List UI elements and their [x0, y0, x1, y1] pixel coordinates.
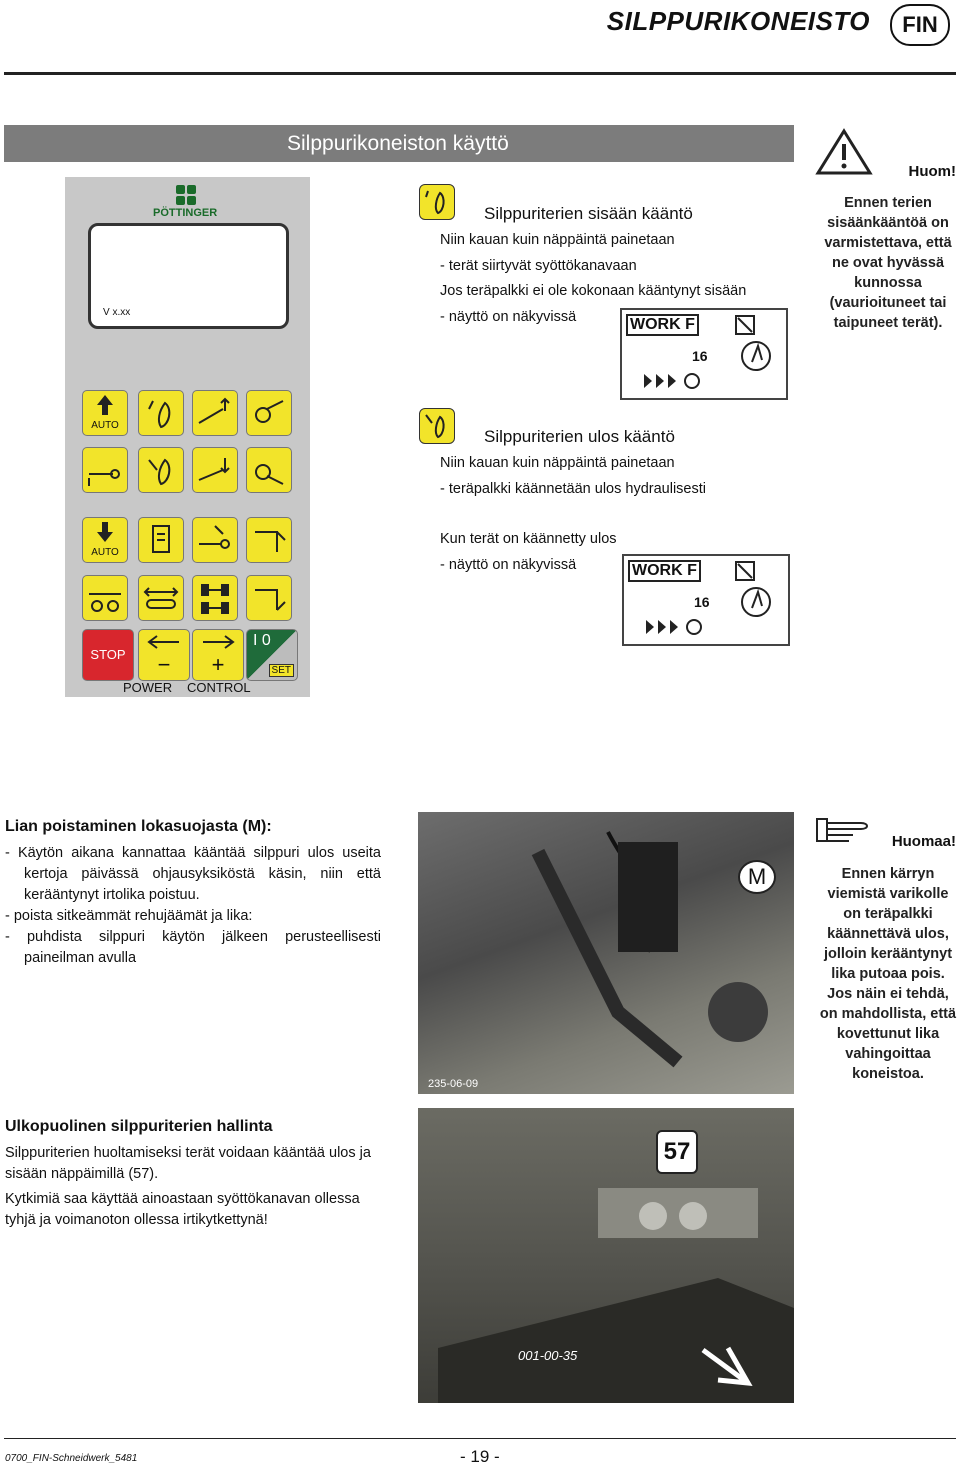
- knife-in-icon: [139, 391, 183, 435]
- tailgate-icon: [247, 518, 291, 562]
- sisaan-line: Jos teräpalkki ei ole kokonaan kääntynyt sisään: [440, 283, 747, 299]
- sisaan-line: - terät siirtyvät syöttökanavaan: [440, 257, 637, 274]
- photo-code: 235-06-09: [428, 1078, 479, 1090]
- arrow-up-icon: [83, 391, 127, 419]
- plus-button[interactable]: [192, 629, 244, 681]
- auto-up-key[interactable]: [82, 390, 128, 436]
- axle-key[interactable]: [192, 575, 238, 621]
- ulos-line: Niin kauan kuin näppäintä painetaan: [440, 455, 675, 471]
- work-indicator: WORK F: [626, 314, 699, 336]
- rotor-icon: [247, 391, 291, 435]
- tailgate-key[interactable]: [246, 517, 292, 563]
- auto-key-label: AUTO: [91, 547, 119, 558]
- drawbar-icon: [83, 576, 127, 620]
- huomaa-title: Huomaa!: [891, 833, 956, 850]
- set-label: SET: [269, 664, 294, 677]
- feed-arrows-icon: [642, 370, 722, 392]
- control-label: CONTROL: [187, 680, 251, 695]
- ulos-line: [440, 502, 800, 527]
- auto-key-label: AUTO: [91, 420, 119, 431]
- stop-button[interactable]: [82, 629, 134, 681]
- ulos-line: Kun terät on käännetty ulos: [440, 531, 617, 547]
- sisaan-line: - näyttö on näkyvissä: [440, 308, 577, 325]
- knife-in-icon: [420, 185, 454, 219]
- pickup-lift-key[interactable]: [192, 517, 238, 563]
- pickup-key[interactable]: [82, 447, 128, 493]
- page-header-title: SILPPURIKONEISTO: [606, 6, 870, 36]
- lian-item: - puhdista silppuri käytön jälkeen perusteellisesti paineilman avulla: [5, 929, 381, 966]
- speed-value: 16: [692, 348, 708, 364]
- ulos-title: Silppuriterien ulos kääntö: [484, 427, 675, 446]
- display-screen-out: [622, 554, 790, 646]
- knife-in-key-icon: [419, 184, 455, 220]
- minus-label: −: [157, 652, 171, 677]
- machinery-photo-icon: [418, 812, 794, 1094]
- knife-out-icon: [420, 409, 454, 443]
- knife-out-key-icon: [419, 408, 455, 444]
- language-badge: FIN: [890, 4, 950, 46]
- marker-57: 57: [656, 1130, 698, 1174]
- power-label: POWER: [123, 680, 173, 695]
- control-panel-image: [65, 177, 310, 697]
- section-title: Silppurikoneiston käyttö: [287, 132, 509, 155]
- version-text: V x.xx: [103, 307, 131, 318]
- rotor-up-key[interactable]: [246, 390, 292, 436]
- io-set-button[interactable]: [246, 629, 298, 681]
- rotor-icon: [247, 448, 291, 492]
- drawbar-key[interactable]: [82, 575, 128, 621]
- arrow-left-icon: [139, 630, 189, 650]
- arrow-right-icon: [193, 630, 243, 650]
- knife-status-icon: [734, 314, 782, 384]
- conveyor-key[interactable]: [138, 575, 184, 621]
- floor-up-key[interactable]: [192, 390, 238, 436]
- footer-doc-id: 0700_FIN-Schneidwerk_5481: [5, 1453, 138, 1464]
- warning-triangle-icon: [815, 128, 873, 176]
- footer-divider: [4, 1438, 956, 1439]
- lian-title: Lian poistaminen lokasuojasta (M):: [5, 818, 272, 835]
- arrow-down-icon: [83, 518, 127, 546]
- pickup-icon: [83, 448, 127, 492]
- conveyor-icon: [139, 576, 183, 620]
- tailgate-close-icon: [247, 576, 291, 620]
- ulos-line: - näyttö on näkyvissä: [440, 556, 577, 573]
- knife-bar-key[interactable]: [138, 517, 184, 563]
- sisaan-line: Niin kauan kuin näppäintä painetaan: [440, 232, 675, 248]
- page-number: - 19 -: [460, 1447, 500, 1466]
- marker-m: M: [738, 860, 776, 894]
- knife-status-icon: [734, 560, 782, 630]
- ulkopuolinen-p2: Kytkimiä saa käyttää ainoastaan syöttökanavan ollessa tyhjä ja voimanoton ollessa irtikytkettynä!: [5, 1191, 360, 1228]
- photo-code: 001-00-35: [518, 1348, 578, 1363]
- fender-photo: [418, 812, 794, 1094]
- knife-out-key[interactable]: [138, 447, 184, 493]
- floor-down-icon: [193, 448, 237, 492]
- axle-icon: [193, 576, 237, 620]
- io-label: I 0: [253, 632, 271, 649]
- minus-button[interactable]: [138, 629, 190, 681]
- buttons-photo: [418, 1108, 794, 1403]
- floor-down-key[interactable]: [192, 447, 238, 493]
- tailgate-close-key[interactable]: [246, 575, 292, 621]
- warning-title: Huom!: [908, 163, 956, 180]
- lian-list: [5, 843, 381, 969]
- button-panel-photo-icon: [418, 1108, 794, 1403]
- knife-in-key[interactable]: [138, 390, 184, 436]
- display-screen-in: [620, 308, 788, 400]
- feed-arrows-icon: [644, 616, 724, 638]
- pickup-lift-icon: [193, 518, 237, 562]
- auto-down-key[interactable]: [82, 517, 128, 563]
- ulkopuolinen-title: Ulkopuolinen silppuriterien hallinta: [5, 1118, 273, 1135]
- rotor-down-key[interactable]: [246, 447, 292, 493]
- ulos-line: - teräpalkki käännetään ulos hydraulisesti: [440, 480, 706, 497]
- knife-out-icon: [139, 448, 183, 492]
- speed-value: 16: [694, 594, 710, 610]
- sisaan-title: Silppuriterien sisään kääntö: [484, 204, 693, 223]
- header-divider: [4, 72, 956, 75]
- warning-text: Ennen terien sisäänkääntöä on varmistettava, että ne ovat hyvässä kunnossa (vaurioituneet tai taipuneet terät).: [824, 195, 952, 331]
- floor-up-icon: [193, 391, 237, 435]
- plus-label: +: [211, 652, 225, 677]
- lian-item: - Käytön aikana kannattaa kääntää silppuri ulos useita kertoja päivässä ohjausyksiköstä käsin, niin että kerääntynyt irtolika poistuu.: [5, 845, 381, 903]
- lian-item: - poista sitkeämmät rehujäämät ja lika:: [5, 908, 253, 924]
- work-indicator: WORK F: [628, 560, 701, 582]
- pointing-hand-icon: [815, 815, 873, 845]
- pottinger-logo-icon: [175, 184, 197, 206]
- huomaa-text: Ennen kärryn viemistä varikolle on teräpalkki käännettävä ulos, jolloin kerääntynyt lika putoaa pois. Jos näin ei tehdä, on mahdollista, että kovettunut lika vahingoittaa koneistoa.: [819, 866, 957, 1082]
- brand-logo-text: PÖTTINGER: [153, 207, 218, 219]
- knife-bar-icon: [139, 518, 183, 562]
- ulkopuolinen-p1: Silppuriterien huoltamiseksi terät voidaan kääntää ulos ja sisään näppäimillä (57).: [5, 1145, 371, 1182]
- section-title-bar: [4, 125, 794, 162]
- stop-label: STOP: [90, 647, 126, 662]
